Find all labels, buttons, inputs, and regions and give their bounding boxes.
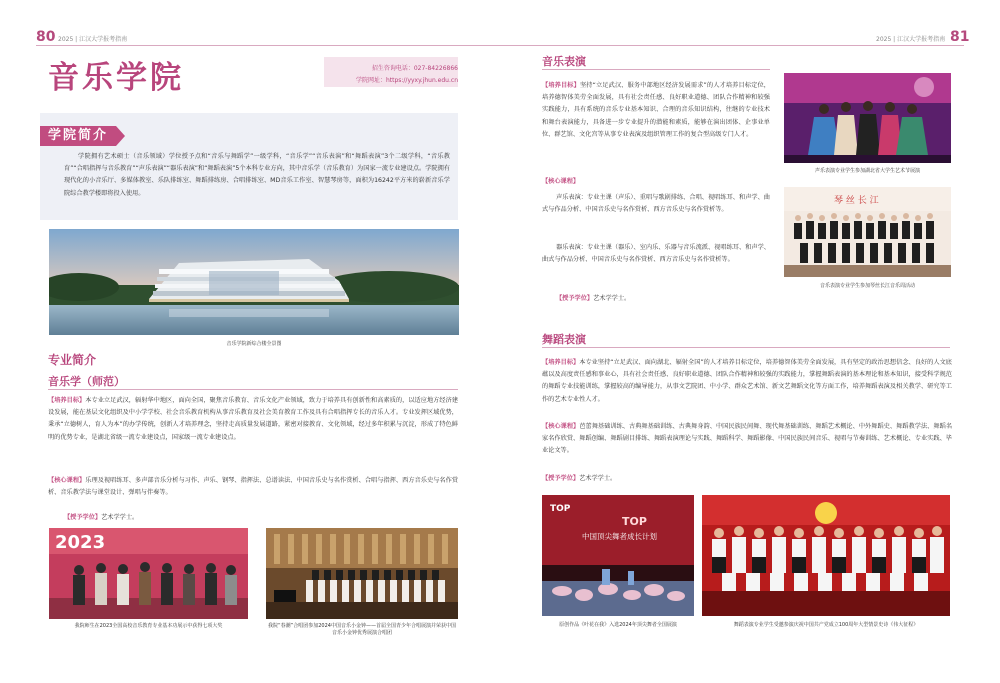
svg-text:2023: 2023 (55, 532, 106, 553)
vocal-performance-courses: 声乐表演：专业主课（声乐）、重唱与歌剧排练、合唱、视唱练耳、和声学、曲式与作品分析、中国音乐史与名作赏析、西方音乐史与名作赏析等。 (542, 194, 770, 214)
music-performance-rule (542, 69, 770, 70)
courses-label: 【核心课程】 (48, 477, 86, 484)
goal-label: 【培养目标】 (542, 359, 580, 366)
intro-text: 学院拥有艺术硕士（音乐领域）学位授予点和“音乐与舞蹈学”一级学科，“音乐学”“音乐表演”和“舞蹈表演”3个二级学科，“音乐教育”“合唱指挥与音乐教育”“声乐表演”“器乐表演”和“舞蹈表演”5个本科专业方向，其中音乐学（音乐教育）为国家一流专业建设点。学院拥有现代化的小音乐厅、多媒体教室、乐队排练室、舞蹈排练房、合唱排练室、MD音乐工作室、智慧琴房等，面积为16242平方米的崭新音乐学院综合教学楼即将投入使用。 (64, 153, 450, 197)
degree-text: 艺术学学士。 (579, 475, 617, 482)
degree-text: 艺术学学士。 (101, 514, 139, 521)
dance-stage-caption: 原创作品《叶花在我》入选2024年顶尖舞者全国展演 (559, 622, 677, 628)
dance-performance-goal (542, 357, 952, 406)
music-performance-goal (542, 80, 770, 141)
costume-performers-caption: 声乐表演专业学生参加湖北省大学生艺术节展演 (814, 168, 920, 174)
dance-photo-banner-text: 中国顶尖舞者成长计划 (582, 532, 657, 541)
courses-label: 【核心课程】 (542, 178, 580, 185)
dance-photo-banner-mark: TOP (622, 515, 647, 528)
goal-label: 【培养目标】 (48, 397, 86, 404)
college-website[interactable]: 学院网址：https://yyxy.jhun.edu.cn (355, 77, 458, 84)
music-education-goal (48, 395, 458, 444)
dance-stage-photo (542, 495, 694, 616)
dance-photo-top-mark: TOP (550, 504, 571, 514)
courses-label: 【核心课程】 (542, 423, 580, 430)
courses-text: 乐理及视唱练耳、多声部音乐分析与习作、声乐、钢琴、指挥法、总谱读法、中国音乐史与名作赏析、合唱与指挥、西方音乐史与名作赏析、音乐教学法与课堂设计、弹唱与伴奏等。 (48, 477, 459, 497)
dance-performance-title: 舞蹈表演 (542, 333, 586, 346)
building-photo (49, 229, 459, 335)
choir-photo (266, 528, 458, 619)
goal-label: 【培养目标】 (542, 82, 580, 89)
dance-performance-courses (542, 421, 952, 458)
college-title: 音乐学院 (48, 60, 184, 96)
page-number-left: 80 (36, 29, 56, 45)
degree-label: 【授予学位】 (542, 475, 580, 482)
music-performance-title: 音乐表演 (542, 55, 586, 68)
dance-performance-degree (542, 473, 952, 485)
centennial-performers-caption: 舞蹈表演专业学生受邀参演庆祝中国共产党成立100周年大型情景史诗《伟大征程》 (733, 622, 919, 628)
degree-label: 【授予学位】 (64, 514, 102, 521)
svg-text:琴 丝 长 江: 琴 丝 长 江 (834, 196, 879, 206)
music-education-courses (48, 475, 458, 499)
award-group-photo (49, 528, 248, 619)
running-title-left: 2025 | 江汉大学报考指南 (58, 36, 128, 43)
degree-label: 【授予学位】 (556, 295, 594, 302)
choir-caption: 我院“春潮”合唱团参加2024中国音乐小金钟——首届全国青少年合唱展演并荣获中国音乐小金钟优秀展演合唱团 (268, 623, 456, 636)
music-education-rule (48, 389, 458, 390)
degree-text: 艺术学学士。 (593, 295, 631, 302)
costume-performers-photo (784, 73, 951, 163)
building-photo-caption: 音乐学院新综合楼全景图 (226, 341, 282, 347)
music-performance-degree (556, 293, 770, 305)
admission-phone: 招生咨询电话：027-84226866 (371, 65, 458, 72)
music-education-degree (64, 512, 458, 524)
courses-text: 芭蕾舞基础训练、古典舞基础训练、古典舞身韵、中国民族民间舞、现代舞基础训练、舞蹈艺术概论、中外舞蹈史、舞蹈教学法、舞蹈名家名作欣赏、舞蹈创编、舞蹈剧目排练、舞蹈表演理论与实践、舞蹈科学、舞蹈影像、中国民族民间音乐、视唱与节奏训练、艺术概论、专业实践、毕业论文等。 (542, 423, 953, 455)
right-page (500, 0, 1000, 683)
intro-heading: 学院简介 (40, 126, 116, 146)
goal-text: 本专业立足武汉，辐射华中地区，面向全国，聚焦音乐教育、音乐文化产业领域，致力于培养具有创新性和高素质的，以适应地方经济建设发展，能在基层文化组织及中小学学校、社会音乐教育机构从事音乐教育及社会美育教育工作及具有合唱指挥专长的音乐人才。专业发挥区域优势，秉承“立德树人，育人为本”的办学传统，创新人才培养理念，坚持走高质量发展道路，紧密对接教育、文化领域，经过多年积累与沉淀，形成了特色鲜明的优势专业，是湖北省级一流专业建设点，国家级一流专业建设点。 (48, 397, 459, 441)
music-week-caption: 音乐表演专业学生参加琴丝长江音乐周活动 (819, 283, 915, 289)
goal-text: 坚持“立足武汉、服务中部地区经济发展需求”的人才培养目标定位，培养德智体美劳全面发展，具有社会责任感、良好职业道德、团队合作精神和较强实践能力，具有系统的音乐专业基本知识、合理的音乐知识结构，往继的专业技术和舞台表演能力，具备进一步专业提升的潜能和素质，能够在演出团体、企事业单位、群艺馆、文化宫等从事专业表演及组织管理工作的复合型高级专门人才。 (542, 82, 770, 138)
goal-text: 本专业坚持“立足武汉、面向湖北、辐射全国”的人才培养目标定位，培养德智体美劳全面发展，具有坚定的政治思想信念、良好的人文底蕴以及高度责任感和事业心，具有社会责任感、良好职业道德、团队合作精神和较强的实践能力，掌握舞蹈表演的基本理论和基本知识，接受科学规范的舞蹈专业技能训练，掌握较高的编导能力，从事文艺院团、中小学、群众艺术馆、新文艺舞蹈文化等方面工作，培养舞蹈表演及相关教学、研究等工作的艺术专业性人才。 (542, 359, 952, 403)
header-rule-right (500, 45, 964, 46)
header-rule-left (36, 45, 500, 46)
music-education-title: 音乐学（师范） (48, 375, 125, 388)
dance-performance-rule (542, 347, 950, 348)
running-title-right: 2025 | 江汉大学报考指南 (876, 36, 946, 43)
page-number-right: 81 (950, 29, 970, 45)
centennial-performers-photo (702, 495, 950, 616)
music-week-photo (784, 187, 951, 277)
award-group-caption: 我院师生在2023全国高校音乐教育专业基本功展示中获得七项大奖 (74, 623, 223, 629)
majors-heading: 专业简介 (48, 353, 97, 367)
instrumental-performance-courses: 器乐表演：专业主课（器乐）、室内乐、乐器与音乐流派、视唱练耳、和声学、曲式与作品分析、中国音乐史与名作赏析、西方音乐史与名作赏析等。 (542, 244, 770, 264)
music-performance-courses-label (542, 176, 770, 188)
